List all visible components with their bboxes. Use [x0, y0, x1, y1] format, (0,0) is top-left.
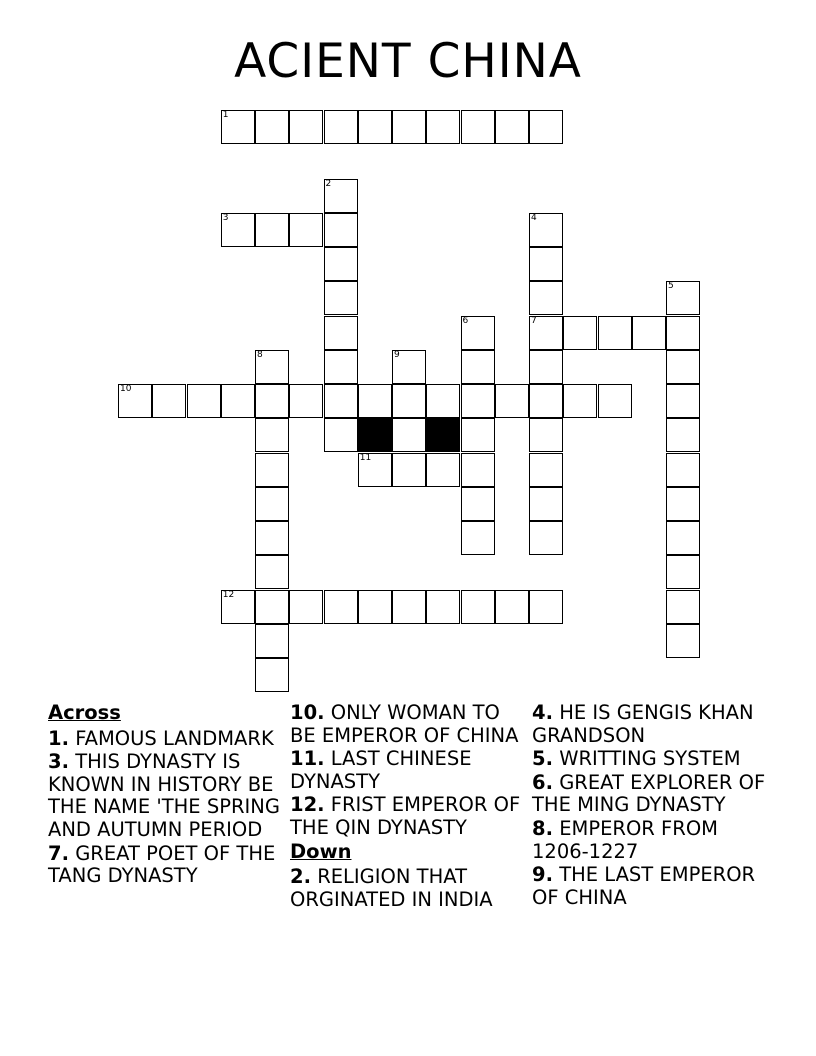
grid-cell[interactable] [221, 213, 255, 247]
grid-cell[interactable] [632, 316, 666, 350]
grid-cell[interactable] [529, 247, 563, 281]
grid-cell[interactable] [392, 350, 426, 384]
grid-cell[interactable] [255, 350, 289, 384]
grid-cell[interactable] [255, 213, 289, 247]
clue-number: 3. [48, 750, 69, 774]
grid-cell[interactable] [255, 555, 289, 589]
clue-number: 6. [532, 770, 553, 794]
clue-text: THE LAST EMPEROR OF CHINA [532, 863, 756, 909]
grid-cell[interactable] [529, 213, 563, 247]
grid-cell[interactable] [461, 110, 495, 144]
clue-text: RELIGION THAT ORGINATED IN INDIA [290, 865, 493, 911]
clue-number: 7. [48, 841, 69, 865]
clue-down-4 [532, 702, 768, 747]
grid-cell[interactable] [426, 590, 460, 624]
grid-cell[interactable] [255, 487, 289, 521]
grid-cell[interactable] [289, 213, 323, 247]
grid-cell[interactable] [666, 555, 700, 589]
clues-column-1 [48, 702, 284, 889]
clue-text: EMPEROR FROM 1206-1227 [532, 816, 718, 863]
grid-cell[interactable] [461, 487, 495, 521]
grid-cell[interactable] [221, 384, 255, 418]
clue-across-1 [48, 728, 284, 751]
grid-cell[interactable] [426, 453, 460, 487]
grid-cell[interactable] [529, 453, 563, 487]
grid-cell[interactable] [666, 590, 700, 624]
grid-cell[interactable] [426, 384, 460, 418]
clue-down-5 [532, 748, 768, 771]
grid-cell[interactable] [255, 521, 289, 555]
grid-cell[interactable] [666, 316, 700, 350]
grid-cell[interactable] [324, 590, 358, 624]
grid-cell[interactable] [324, 179, 358, 213]
grid-cell[interactable] [255, 658, 289, 692]
grid-cell[interactable] [289, 110, 323, 144]
puzzle-title: ACIENT CHINA [234, 34, 582, 89]
grid-cell[interactable] [324, 418, 358, 452]
clue-number: 2. [290, 865, 311, 889]
grid-cell[interactable] [255, 418, 289, 452]
clue-number: 11. [290, 747, 325, 771]
grid-cell[interactable] [666, 418, 700, 452]
clue-text: GREAT POET OF THE TANG DYNASTY [48, 841, 276, 888]
grid-cell[interactable] [495, 384, 529, 418]
cell-number: 2 [325, 178, 332, 189]
grid-cell[interactable] [324, 110, 358, 144]
cell-number: 1 [222, 110, 229, 120]
grid-cell[interactable] [461, 384, 495, 418]
grid-cell[interactable] [324, 281, 358, 315]
grid-cell[interactable] [495, 590, 529, 624]
grid-cell[interactable] [255, 590, 289, 624]
grid-cell[interactable] [221, 590, 255, 624]
clue-down-2 [290, 866, 526, 911]
grid-cell[interactable] [255, 453, 289, 487]
grid-cell[interactable] [426, 110, 460, 144]
cell-number: 11 [359, 452, 372, 463]
grid-cell[interactable] [324, 350, 358, 384]
cell-number: 6 [462, 315, 469, 326]
clues-column-2 [290, 702, 526, 912]
grid-cell[interactable] [529, 521, 563, 555]
grid-cell[interactable] [598, 384, 632, 418]
grid-cell[interactable] [529, 487, 563, 521]
clue-number: 10. [290, 701, 325, 724]
clue-down-8 [532, 818, 768, 863]
clue-text: HE IS GENGIS KHAN GRANDSON [532, 701, 754, 747]
grid-cell[interactable] [495, 110, 529, 144]
grid-cell[interactable] [358, 110, 392, 144]
clue-text: THIS DYNASTY IS KNOWN IN HISTORY BE THE NAME 'THE SPRING AND AUTUMN PERIOD [48, 750, 280, 841]
grid-cell[interactable] [255, 384, 289, 418]
across-heading: Across [48, 701, 121, 724]
grid-cell[interactable] [563, 316, 597, 350]
clues-column-3 [532, 702, 768, 910]
grid-cell[interactable] [666, 624, 700, 658]
black-square [358, 418, 392, 452]
clue-number: 12. [290, 793, 325, 817]
clue-across-11 [290, 748, 526, 793]
grid-cell[interactable] [666, 521, 700, 555]
black-square [426, 418, 460, 452]
clue-number: 5. [532, 747, 553, 771]
cell-number: 3 [222, 212, 229, 223]
cell-number: 10 [120, 384, 132, 394]
grid-cell[interactable] [666, 350, 700, 384]
cell-number: 12 [222, 589, 235, 600]
grid-cell[interactable] [392, 110, 426, 144]
grid-cell[interactable] [529, 590, 563, 624]
grid-cell[interactable] [358, 590, 392, 624]
clue-down-9 [532, 864, 768, 909]
clue-number: 4. [532, 701, 553, 724]
grid-cell[interactable] [187, 384, 221, 418]
grid-cell[interactable] [324, 247, 358, 281]
clue-number: 8. [532, 816, 553, 840]
clue-text: GREAT EXPLORER OF THE MING DYNASTY [532, 770, 766, 817]
clue-across-3 [48, 751, 284, 841]
grid-cell[interactable] [118, 384, 152, 418]
clue-text: WRITTING SYSTEM [559, 747, 741, 771]
grid-cell[interactable] [598, 316, 632, 350]
grid-cell[interactable] [324, 213, 358, 247]
grid-cell[interactable] [255, 110, 289, 144]
grid-cell[interactable] [529, 418, 563, 452]
grid-cell[interactable] [461, 350, 495, 384]
grid-cell[interactable] [666, 281, 700, 315]
cell-number: 8 [257, 349, 263, 360]
clue-number: 9. [532, 863, 553, 887]
grid-cell[interactable] [392, 590, 426, 624]
cell-number: 7 [531, 315, 537, 326]
grid-cell[interactable] [529, 384, 563, 418]
clue-down-6 [532, 772, 768, 817]
cell-number: 4 [531, 212, 537, 223]
clue-number: 1. [48, 726, 69, 750]
clue-across-12 [290, 794, 526, 839]
grid-cell[interactable] [324, 316, 358, 350]
grid-cell[interactable] [392, 453, 426, 487]
grid-cell[interactable] [221, 110, 255, 144]
clue-across-7 [48, 843, 284, 888]
grid-cell[interactable] [358, 453, 392, 487]
grid-cell[interactable] [289, 590, 323, 624]
clue-text: FAMOUS LANDMARK [75, 726, 274, 750]
cell-number: 5 [668, 281, 674, 292]
grid-cell[interactable] [392, 384, 426, 418]
clue-text: ONLY WOMAN TO BE EMPEROR OF CHINA [290, 701, 519, 747]
clue-across-10 [290, 702, 526, 747]
grid-cell[interactable] [666, 487, 700, 521]
grid-cell[interactable] [324, 384, 358, 418]
clue-text: LAST CHINESE DYNASTY [290, 747, 472, 793]
grid-cell[interactable] [461, 453, 495, 487]
down-heading: Down [290, 839, 352, 863]
grid-cell[interactable] [255, 624, 289, 658]
grid-cell[interactable] [666, 453, 700, 487]
grid-cell[interactable] [563, 384, 597, 418]
grid-cell[interactable] [358, 384, 392, 418]
clue-text: FRIST EMPEROR OF THE QIN DYNASTY [290, 793, 521, 839]
grid-cell[interactable] [461, 418, 495, 452]
grid-cell[interactable] [666, 384, 700, 418]
grid-cell[interactable] [461, 316, 495, 350]
grid-cell[interactable] [529, 110, 563, 144]
cell-number: 9 [394, 349, 400, 360]
grid-cell[interactable] [529, 281, 563, 315]
grid-cell[interactable] [461, 521, 495, 555]
grid-cell[interactable] [392, 418, 426, 452]
grid-cell[interactable] [529, 350, 563, 384]
grid-cell[interactable] [461, 590, 495, 624]
grid-cell[interactable] [529, 316, 563, 350]
grid-cell[interactable] [152, 384, 186, 418]
grid-cell[interactable] [289, 384, 323, 418]
